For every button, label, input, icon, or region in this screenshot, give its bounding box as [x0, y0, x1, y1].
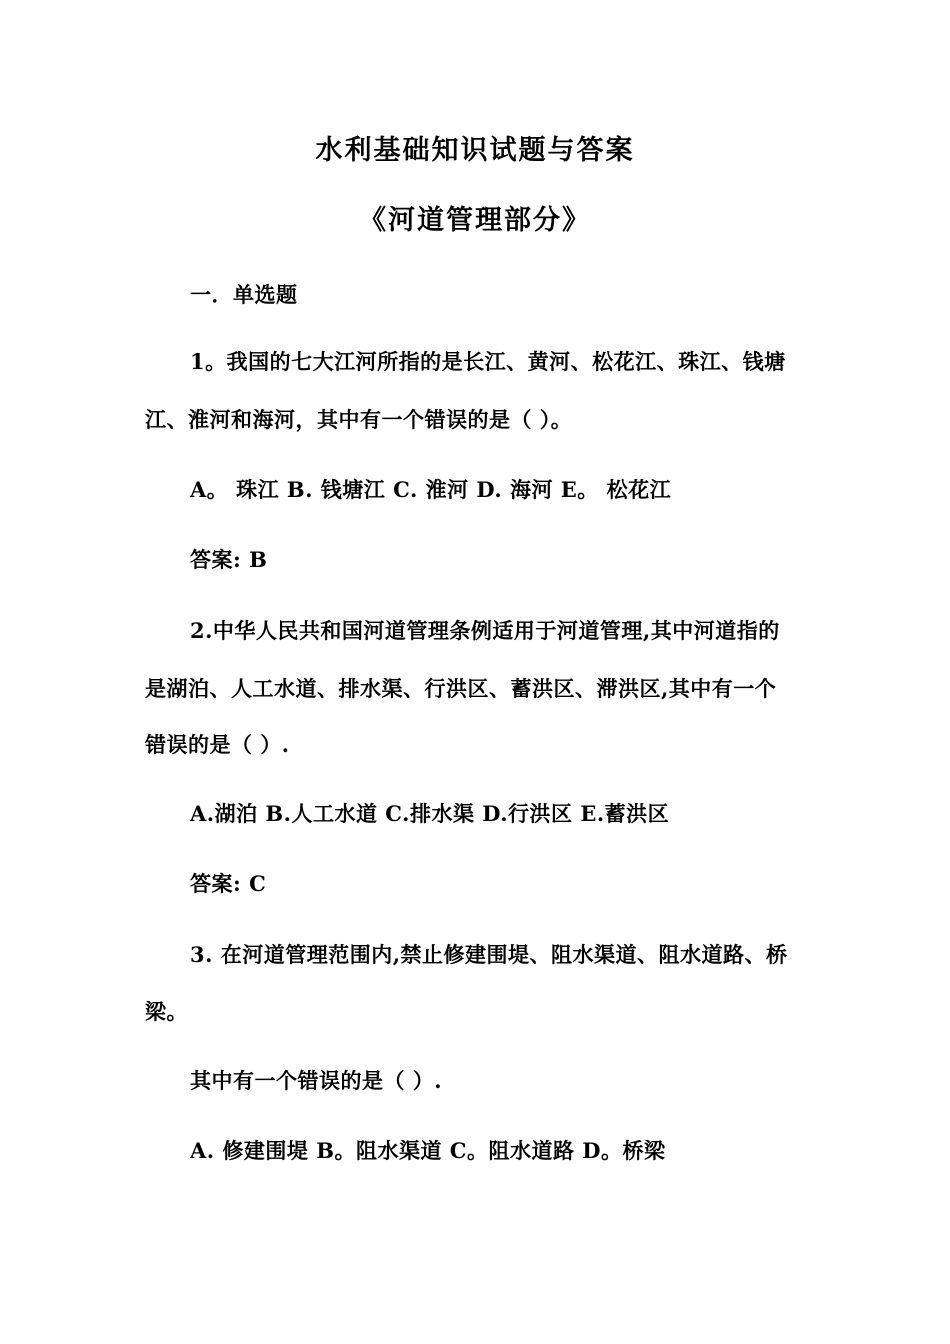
question-2-options: A.湖泊 B.人工水道 C.排水渠 D.行洪区 E.蓄洪区 — [190, 801, 670, 826]
question-1-answer: 答案: B — [190, 547, 268, 572]
question-2-stem-line-3: 错误的是（ ）. — [145, 732, 290, 757]
section-heading: 一．单选题 — [190, 282, 298, 307]
question-3-sub-stem: 其中有一个错误的是（ ）. — [190, 1068, 443, 1093]
question-3-options: A. 修建围堤 B。阻水渠道 C。阻水道路 D。桥梁 — [190, 1138, 666, 1163]
question-2-stem-line-2: 是湖泊、人工水道、排水渠、行洪区、蓄洪区、滞洪区,其中有一个 — [145, 676, 777, 701]
question-1-stem-line-1: 1。我国的七大江河所指的是长江、黄河、松花江、珠江、钱塘 — [190, 349, 786, 374]
question-2-stem-line-1: 2.中华人民共和国河道管理条例适用于河道管理,其中河道指的 — [190, 618, 780, 643]
page-subtitle: 《河道管理部分》 — [359, 205, 591, 236]
question-1-stem-line-2: 江、淮河和海河，其中有一个错误的是（ ）。 — [145, 407, 573, 432]
page-title: 水利基础知识试题与答案 — [315, 135, 635, 166]
question-1-options: A。 珠江 B. 钱塘江 C. 淮河 D. 海河 E。 松花江 — [190, 477, 672, 502]
question-2-answer: 答案: C — [190, 871, 267, 896]
question-3-stem-line-2: 梁。 — [145, 999, 188, 1024]
question-3-stem-line-1: 3. 在河道管理范围内,禁止修建围堤、阻水渠道、阻水道路、桥 — [190, 942, 788, 967]
